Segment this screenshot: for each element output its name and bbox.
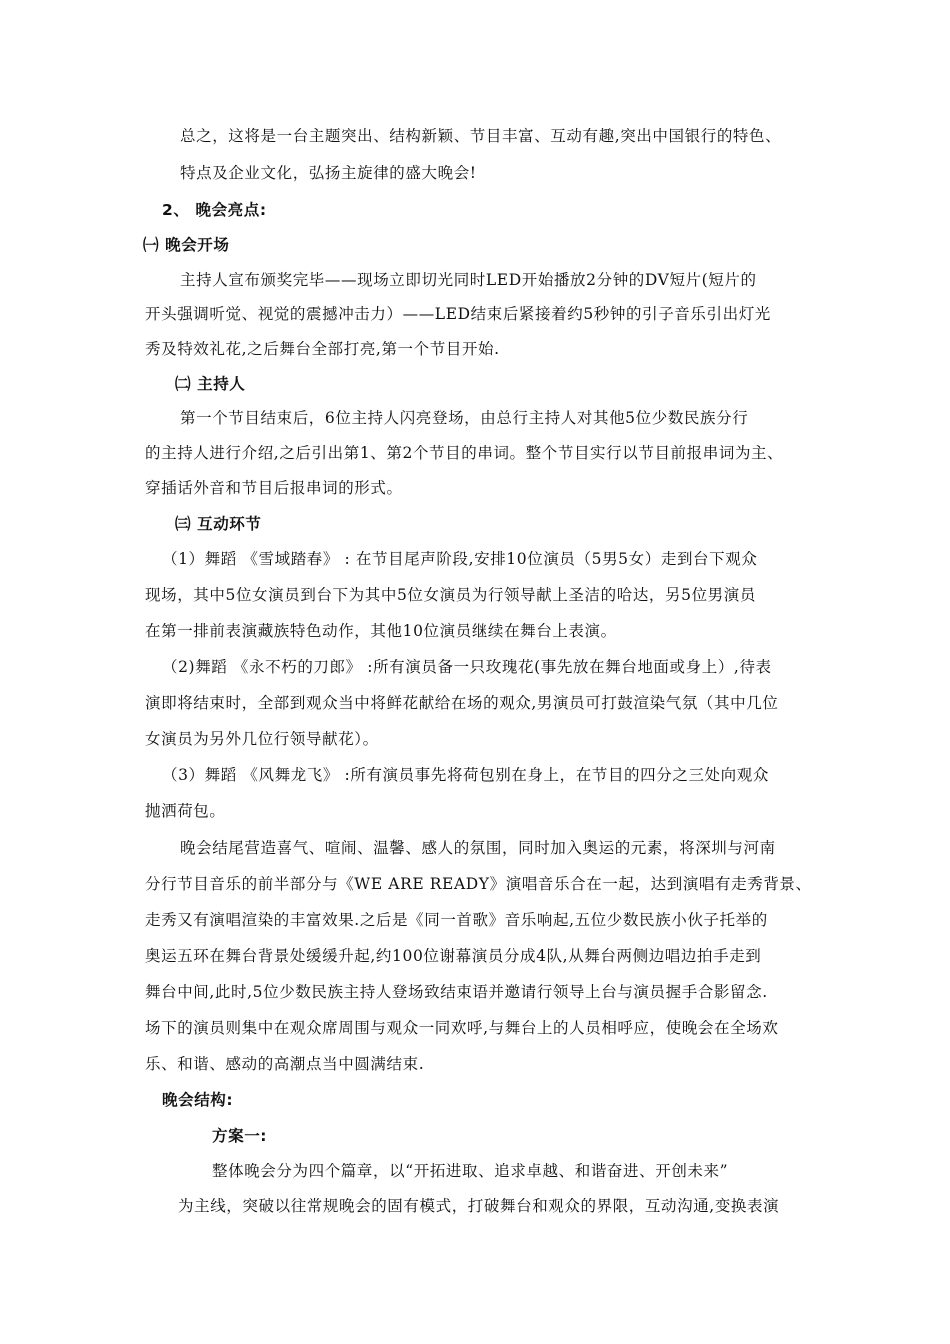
paragraph-line: 的主持人进行介绍,之后引出第1、第2个节目的串词。整个节目实行以节目前报串词为主、 (145, 444, 784, 462)
paragraph-line: 女演员为另外几位行领导献花）。 (145, 730, 379, 748)
paragraph-line: 在第一排前表演藏族特色动作，其他10位演员继续在舞台上表演。 (145, 622, 617, 640)
paragraph-line: 走秀又有演唱渲染的丰富效果.之后是《同一首歌》音乐响起,五位少数民族小伙子托举的 (145, 911, 768, 929)
paragraph-line: 分行节目音乐的前半部分与《WE ARE READY》演唱音乐合在一起，达到演唱有走秀背景、 (145, 875, 812, 893)
paragraph-line: 演即将结束时，全部到观众当中将鲜花献给在场的观众,男演员可打鼓渲染气氛（其中几位 (145, 694, 779, 712)
subsection-heading: ㈢ 互动环节 (175, 515, 262, 533)
paragraph-line: 抛洒荷包。 (145, 802, 226, 820)
paragraph-line: 舞台中间,此时,5位少数民族主持人登场致结束语并邀请行领导上台与演员握手合影留念. (145, 983, 768, 1001)
paragraph-line: （1）舞蹈 《雪域踏春》 : 在节目尾声阶段,安排10位演员（5男5女）走到台下观众 (162, 550, 758, 568)
subsection-heading: ㈠ 晚会开场 (143, 236, 230, 254)
paragraph-line: （2)舞蹈 《永不朽的刀郎》 :所有演员备一只玫瑰花(事先放在舞台地面或身上）,待表 (162, 658, 772, 676)
paragraph-line: 现场，其中5位女演员到台下为其中5位女演员为行领导献上圣洁的哈达，另5位男演员 (145, 586, 756, 604)
paragraph-line: 晚会结尾营造喜气、喧闹、温馨、感人的氛围，同时加入奥运的元素，将深圳与河南 (180, 839, 776, 857)
paragraph-line: 场下的演员则集中在观众席周围与观众一同欢呼,与舞台上的人员相呼应，使晚会在全场欢 (145, 1019, 779, 1037)
paragraph-line: 为主线，突破以往常规晚会的固有模式，打破舞台和观众的界限，互动沟通,变换表演 (178, 1197, 780, 1215)
paragraph-line: 奥运五环在舞台背景处缓缓升起,约100位谢幕演员分成4队,从舞台两侧边唱边拍手走到 (145, 947, 762, 965)
subsection-heading: ㈡ 主持人 (175, 375, 246, 393)
paragraph-line: 主持人宣布颁奖完毕——现场立即切光同时LED开始播放2分钟的DV短片(短片的 (180, 271, 757, 289)
paragraph-line: 总之，这将是一台主题突出、结构新颖、节目丰富、互动有趣,突出中国银行的特色、 (180, 127, 782, 145)
paragraph-line: 整体晚会分为四个篇章，以“开拓进取、追求卓越、和谐奋进、开创未来” (212, 1162, 729, 1180)
paragraph-line: 乐、和谐、感动的高潮点当中圆满结束. (145, 1055, 425, 1073)
paragraph-line: 特点及企业文化，弘扬主旋律的盛大晚会! (180, 164, 477, 182)
paragraph-line: 开头强调听觉、视觉的震撼冲击力）——LED结束后紧接着约5秒钟的引子音乐引出灯光 (145, 305, 771, 323)
paragraph-line: 秀及特效礼花,之后舞台全部打亮,第一个节目开始. (145, 340, 500, 358)
section-heading: 2、 晚会亮点: (162, 201, 267, 219)
paragraph-line: 穿插话外音和节目后报串词的形式。 (145, 479, 403, 497)
paragraph-line: （3）舞蹈 《风舞龙飞》 :所有演员事先将荷包别在身上，在节目的四分之三处向观众 (162, 766, 769, 784)
plan-heading: 方案一: (212, 1127, 268, 1145)
section-heading: 晚会结构: (162, 1091, 234, 1109)
paragraph-line: 第一个节目结束后，6位主持人闪亮登场，由总行主持人对其他5位少数民族分行 (180, 409, 749, 427)
